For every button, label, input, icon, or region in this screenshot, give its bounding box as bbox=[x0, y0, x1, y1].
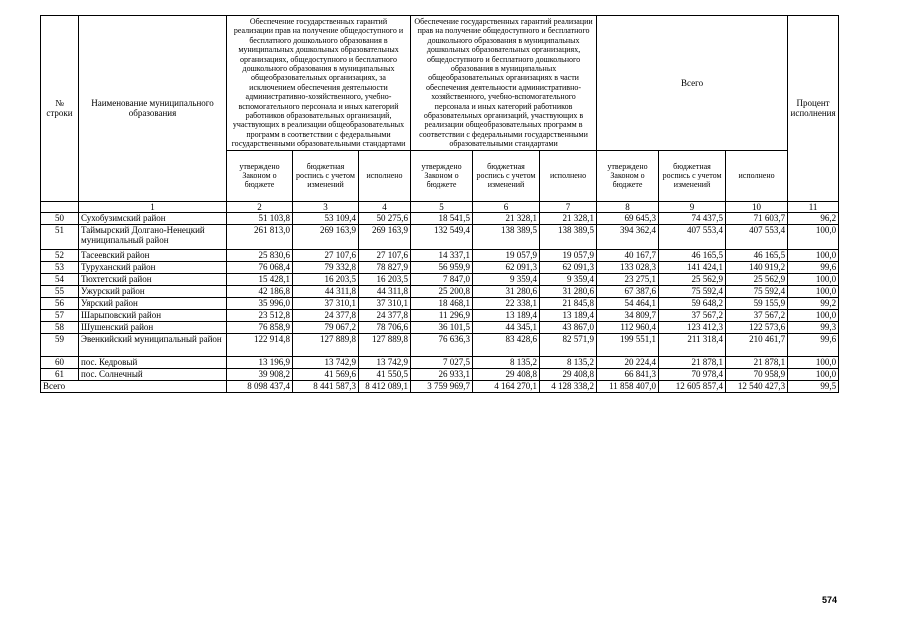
value-cell: 407 553,4 bbox=[659, 224, 726, 249]
value-cell: 70 958,9 bbox=[726, 368, 788, 380]
municipality-name: Таймырский Долгано-Ненецкий муниципальный район bbox=[79, 224, 227, 249]
table-body bbox=[41, 212, 839, 392]
value-cell: 199 551,1 bbox=[597, 333, 659, 356]
municipality-name: Тасеевский район bbox=[79, 249, 227, 261]
value-cell: 26 933,1 bbox=[411, 368, 473, 380]
value-cell: 78 827,9 bbox=[359, 261, 411, 273]
value-cell: 13 196,9 bbox=[227, 356, 293, 368]
value-cell: 37 310,1 bbox=[293, 297, 359, 309]
value-cell: 123 412,3 bbox=[659, 321, 726, 333]
value-cell: 29 408,8 bbox=[540, 368, 597, 380]
value-cell: 16 203,5 bbox=[359, 273, 411, 285]
header-execution-percent: Процент исполнения bbox=[788, 16, 839, 202]
municipality-name: Тюхтетский район bbox=[79, 273, 227, 285]
value-cell: 54 464,1 bbox=[597, 297, 659, 309]
value-cell: 21 878,1 bbox=[726, 356, 788, 368]
value-cell: 37 567,2 bbox=[726, 309, 788, 321]
municipality-name: Уярский район bbox=[79, 297, 227, 309]
value-cell: 138 389,5 bbox=[540, 224, 597, 249]
value-cell: 34 809,7 bbox=[597, 309, 659, 321]
value-cell: 122 914,8 bbox=[227, 333, 293, 356]
value-cell: 210 461,7 bbox=[726, 333, 788, 356]
execution-percent: 100,0 bbox=[788, 224, 839, 249]
column-number: 6 bbox=[473, 201, 540, 212]
value-cell: 8 135,2 bbox=[540, 356, 597, 368]
column-number: 3 bbox=[293, 201, 359, 212]
header-row-number: № строки bbox=[41, 16, 79, 202]
value-cell: 23 512,8 bbox=[227, 309, 293, 321]
value-cell: 269 163,9 bbox=[359, 224, 411, 249]
row-number: 57 bbox=[41, 309, 79, 321]
header-column-numbers bbox=[41, 201, 839, 212]
header-group-guarantees: Обеспечение государственных гарантий реализации прав на получение общедоступного и бесплатного дошкольного образования в муниципальных дошкольных образовательных организациях, общедоступного и бесплатного дошкольного образования в муниципальных общеобразовательных организациях, за исключением обеспечения деятельности административно-хозяйственного, учебно-вспомогательного персонала и иных категорий работников образовательных организаций, участвующих в реализации общеобразовательных программ в соответствии с федеральными государственными образовательными стандартами bbox=[227, 16, 411, 151]
column-number: 5 bbox=[411, 201, 473, 212]
value-cell: 56 959,9 bbox=[411, 261, 473, 273]
value-cell: 211 318,4 bbox=[659, 333, 726, 356]
value-cell: 62 091,3 bbox=[540, 261, 597, 273]
table-row bbox=[41, 333, 839, 356]
value-cell: 133 028,3 bbox=[597, 261, 659, 273]
subheader-approved: утверждено Законом о бюджете bbox=[227, 150, 293, 201]
value-cell: 269 163,9 bbox=[293, 224, 359, 249]
value-cell: 21 328,1 bbox=[473, 212, 540, 224]
value-cell: 31 280,6 bbox=[473, 285, 540, 297]
value-cell: 51 103,8 bbox=[227, 212, 293, 224]
row-number: 55 bbox=[41, 285, 79, 297]
column-number: 11 bbox=[788, 201, 839, 212]
value-cell: 24 377,8 bbox=[293, 309, 359, 321]
value-cell: 50 275,6 bbox=[359, 212, 411, 224]
total-value-cell: 12 605 857,4 bbox=[659, 380, 726, 392]
table-row bbox=[41, 309, 839, 321]
municipality-name: Туруханский район bbox=[79, 261, 227, 273]
row-number: 61 bbox=[41, 368, 79, 380]
total-value-cell: 8 441 587,3 bbox=[293, 380, 359, 392]
value-cell: 75 592,4 bbox=[726, 285, 788, 297]
value-cell: 21 328,1 bbox=[540, 212, 597, 224]
value-cell: 140 919,2 bbox=[726, 261, 788, 273]
value-cell: 394 362,4 bbox=[597, 224, 659, 249]
subheader-executed: исполнено bbox=[726, 150, 788, 201]
value-cell: 62 091,3 bbox=[473, 261, 540, 273]
municipality-name: Шарыповский район bbox=[79, 309, 227, 321]
column-number: 10 bbox=[726, 201, 788, 212]
municipality-name: пос. Солнечный bbox=[79, 368, 227, 380]
row-number: 58 bbox=[41, 321, 79, 333]
total-value-cell: 12 540 427,3 bbox=[726, 380, 788, 392]
value-cell: 75 592,4 bbox=[659, 285, 726, 297]
table-row bbox=[41, 273, 839, 285]
total-value-cell: 3 759 969,7 bbox=[411, 380, 473, 392]
row-number: 60 bbox=[41, 356, 79, 368]
value-cell: 24 377,8 bbox=[359, 309, 411, 321]
row-number: 51 bbox=[41, 224, 79, 249]
execution-percent: 100,0 bbox=[788, 368, 839, 380]
value-cell: 19 057,9 bbox=[540, 249, 597, 261]
value-cell: 22 338,1 bbox=[473, 297, 540, 309]
value-cell: 25 562,9 bbox=[659, 273, 726, 285]
value-cell: 13 742,9 bbox=[293, 356, 359, 368]
value-cell: 76 858,9 bbox=[227, 321, 293, 333]
header-municipality-name: Наименование муниципального образования bbox=[79, 16, 227, 202]
value-cell: 11 296,9 bbox=[411, 309, 473, 321]
total-value-cell: 8 412 089,1 bbox=[359, 380, 411, 392]
value-cell: 16 203,5 bbox=[293, 273, 359, 285]
value-cell: 46 165,5 bbox=[659, 249, 726, 261]
value-cell: 35 996,0 bbox=[227, 297, 293, 309]
value-cell: 71 603,7 bbox=[726, 212, 788, 224]
value-cell: 25 562,9 bbox=[726, 273, 788, 285]
value-cell: 13 189,4 bbox=[473, 309, 540, 321]
value-cell: 29 408,8 bbox=[473, 368, 540, 380]
execution-percent: 100,0 bbox=[788, 309, 839, 321]
total-row bbox=[41, 380, 839, 392]
value-cell: 8 135,2 bbox=[473, 356, 540, 368]
municipality-name: Ужурский район bbox=[79, 285, 227, 297]
value-cell: 74 437,5 bbox=[659, 212, 726, 224]
value-cell: 76 636,3 bbox=[411, 333, 473, 356]
subheader-budget-schedule: бюджетная роспись с учетом изменений bbox=[293, 150, 359, 201]
total-value-cell: 4 164 270,1 bbox=[473, 380, 540, 392]
header-group-support-staff: Обеспечение государственных гарантий реализации прав на получение общедоступного и бесплатного дошкольного образования в муниципальных дошкольных образовательных организациях, общедоступного и бесплатного дошкольного образования в муниципальных общеобразовательных организациях в части обеспечения деятельности административно-хозяйственного, учебно-вспомогательного персонала и иных категорий работников образовательных организаций, участвующих в реализации общеобразовательных программ в соответствии с федеральными государственными образовательными стандартами bbox=[411, 16, 597, 151]
execution-percent: 100,0 bbox=[788, 249, 839, 261]
subheader-approved: утверждено Законом о бюджете bbox=[411, 150, 473, 201]
value-cell: 127 889,8 bbox=[359, 333, 411, 356]
municipality-name: Эвенкийский муниципальный район bbox=[79, 333, 227, 356]
total-value-cell: 8 098 437,4 bbox=[227, 380, 293, 392]
value-cell: 261 813,0 bbox=[227, 224, 293, 249]
value-cell: 138 389,5 bbox=[473, 224, 540, 249]
value-cell: 40 167,7 bbox=[597, 249, 659, 261]
value-cell: 19 057,9 bbox=[473, 249, 540, 261]
table-row bbox=[41, 297, 839, 309]
row-number: 54 bbox=[41, 273, 79, 285]
value-cell: 78 706,6 bbox=[359, 321, 411, 333]
column-number-blank bbox=[41, 201, 79, 212]
value-cell: 37 567,2 bbox=[659, 309, 726, 321]
value-cell: 9 359,4 bbox=[540, 273, 597, 285]
value-cell: 7 847,0 bbox=[411, 273, 473, 285]
header-group-total: Всего bbox=[597, 16, 788, 151]
value-cell: 23 275,1 bbox=[597, 273, 659, 285]
total-value-cell: 4 128 338,2 bbox=[540, 380, 597, 392]
execution-percent: 100,0 bbox=[788, 273, 839, 285]
table-row bbox=[41, 321, 839, 333]
table-header bbox=[41, 16, 839, 213]
value-cell: 9 359,4 bbox=[473, 273, 540, 285]
value-cell: 20 224,4 bbox=[597, 356, 659, 368]
execution-percent: 100,0 bbox=[788, 356, 839, 368]
value-cell: 44 311,8 bbox=[359, 285, 411, 297]
municipality-name: Сухобузимский район bbox=[79, 212, 227, 224]
total-execution-percent: 99,5 bbox=[788, 380, 839, 392]
value-cell: 36 101,5 bbox=[411, 321, 473, 333]
value-cell: 82 571,9 bbox=[540, 333, 597, 356]
value-cell: 70 978,4 bbox=[659, 368, 726, 380]
value-cell: 15 428,1 bbox=[227, 273, 293, 285]
execution-percent: 96,2 bbox=[788, 212, 839, 224]
value-cell: 76 068,4 bbox=[227, 261, 293, 273]
value-cell: 41 569,6 bbox=[293, 368, 359, 380]
row-number: 59 bbox=[41, 333, 79, 356]
value-cell: 79 067,2 bbox=[293, 321, 359, 333]
value-cell: 59 648,2 bbox=[659, 297, 726, 309]
value-cell: 21 878,1 bbox=[659, 356, 726, 368]
table-row bbox=[41, 261, 839, 273]
column-number: 7 bbox=[540, 201, 597, 212]
value-cell: 44 311,8 bbox=[293, 285, 359, 297]
value-cell: 14 337,1 bbox=[411, 249, 473, 261]
budget-table bbox=[40, 15, 839, 393]
value-cell: 59 155,9 bbox=[726, 297, 788, 309]
value-cell: 13 189,4 bbox=[540, 309, 597, 321]
execution-percent: 100,0 bbox=[788, 285, 839, 297]
execution-percent: 99,6 bbox=[788, 333, 839, 356]
value-cell: 25 830,6 bbox=[227, 249, 293, 261]
value-cell: 39 908,2 bbox=[227, 368, 293, 380]
value-cell: 141 424,1 bbox=[659, 261, 726, 273]
row-number: 52 bbox=[41, 249, 79, 261]
municipality-name: пос. Кедровый bbox=[79, 356, 227, 368]
table-row bbox=[41, 212, 839, 224]
value-cell: 69 645,3 bbox=[597, 212, 659, 224]
subheader-budget-schedule: бюджетная роспись с учетом изменений bbox=[659, 150, 726, 201]
row-number: 53 bbox=[41, 261, 79, 273]
value-cell: 25 200,8 bbox=[411, 285, 473, 297]
value-cell: 66 841,3 bbox=[597, 368, 659, 380]
row-number: 56 bbox=[41, 297, 79, 309]
value-cell: 41 550,5 bbox=[359, 368, 411, 380]
subheader-executed: исполнено bbox=[359, 150, 411, 201]
value-cell: 21 845,8 bbox=[540, 297, 597, 309]
column-number: 2 bbox=[227, 201, 293, 212]
value-cell: 18 541,5 bbox=[411, 212, 473, 224]
total-value-cell: 11 858 407,0 bbox=[597, 380, 659, 392]
subheader-approved: утверждено Законом о бюджете bbox=[597, 150, 659, 201]
value-cell: 13 742,9 bbox=[359, 356, 411, 368]
execution-percent: 99,6 bbox=[788, 261, 839, 273]
total-label: Всего bbox=[41, 380, 227, 392]
column-number: 9 bbox=[659, 201, 726, 212]
column-number: 1 bbox=[79, 201, 227, 212]
value-cell: 79 332,8 bbox=[293, 261, 359, 273]
value-cell: 122 573,6 bbox=[726, 321, 788, 333]
subheader-budget-schedule: бюджетная роспись с учетом изменений bbox=[473, 150, 540, 201]
table-row bbox=[41, 285, 839, 297]
value-cell: 407 553,4 bbox=[726, 224, 788, 249]
value-cell: 27 107,6 bbox=[359, 249, 411, 261]
value-cell: 46 165,5 bbox=[726, 249, 788, 261]
subheader-executed: исполнено bbox=[540, 150, 597, 201]
value-cell: 31 280,6 bbox=[540, 285, 597, 297]
value-cell: 83 428,6 bbox=[473, 333, 540, 356]
value-cell: 18 468,1 bbox=[411, 297, 473, 309]
table-row bbox=[41, 356, 839, 368]
value-cell: 27 107,6 bbox=[293, 249, 359, 261]
table-row bbox=[41, 249, 839, 261]
value-cell: 67 387,6 bbox=[597, 285, 659, 297]
value-cell: 127 889,8 bbox=[293, 333, 359, 356]
page-number: 574 bbox=[822, 595, 838, 605]
column-number: 4 bbox=[359, 201, 411, 212]
table-row bbox=[41, 224, 839, 249]
value-cell: 42 186,8 bbox=[227, 285, 293, 297]
value-cell: 112 960,4 bbox=[597, 321, 659, 333]
row-number: 50 bbox=[41, 212, 79, 224]
value-cell: 132 549,4 bbox=[411, 224, 473, 249]
value-cell: 44 345,1 bbox=[473, 321, 540, 333]
municipality-name: Шушенский район bbox=[79, 321, 227, 333]
value-cell: 43 867,0 bbox=[540, 321, 597, 333]
table-row bbox=[41, 368, 839, 380]
value-cell: 7 027,5 bbox=[411, 356, 473, 368]
execution-percent: 99,3 bbox=[788, 321, 839, 333]
value-cell: 37 310,1 bbox=[359, 297, 411, 309]
column-number: 8 bbox=[597, 201, 659, 212]
execution-percent: 99,2 bbox=[788, 297, 839, 309]
value-cell: 53 109,4 bbox=[293, 212, 359, 224]
